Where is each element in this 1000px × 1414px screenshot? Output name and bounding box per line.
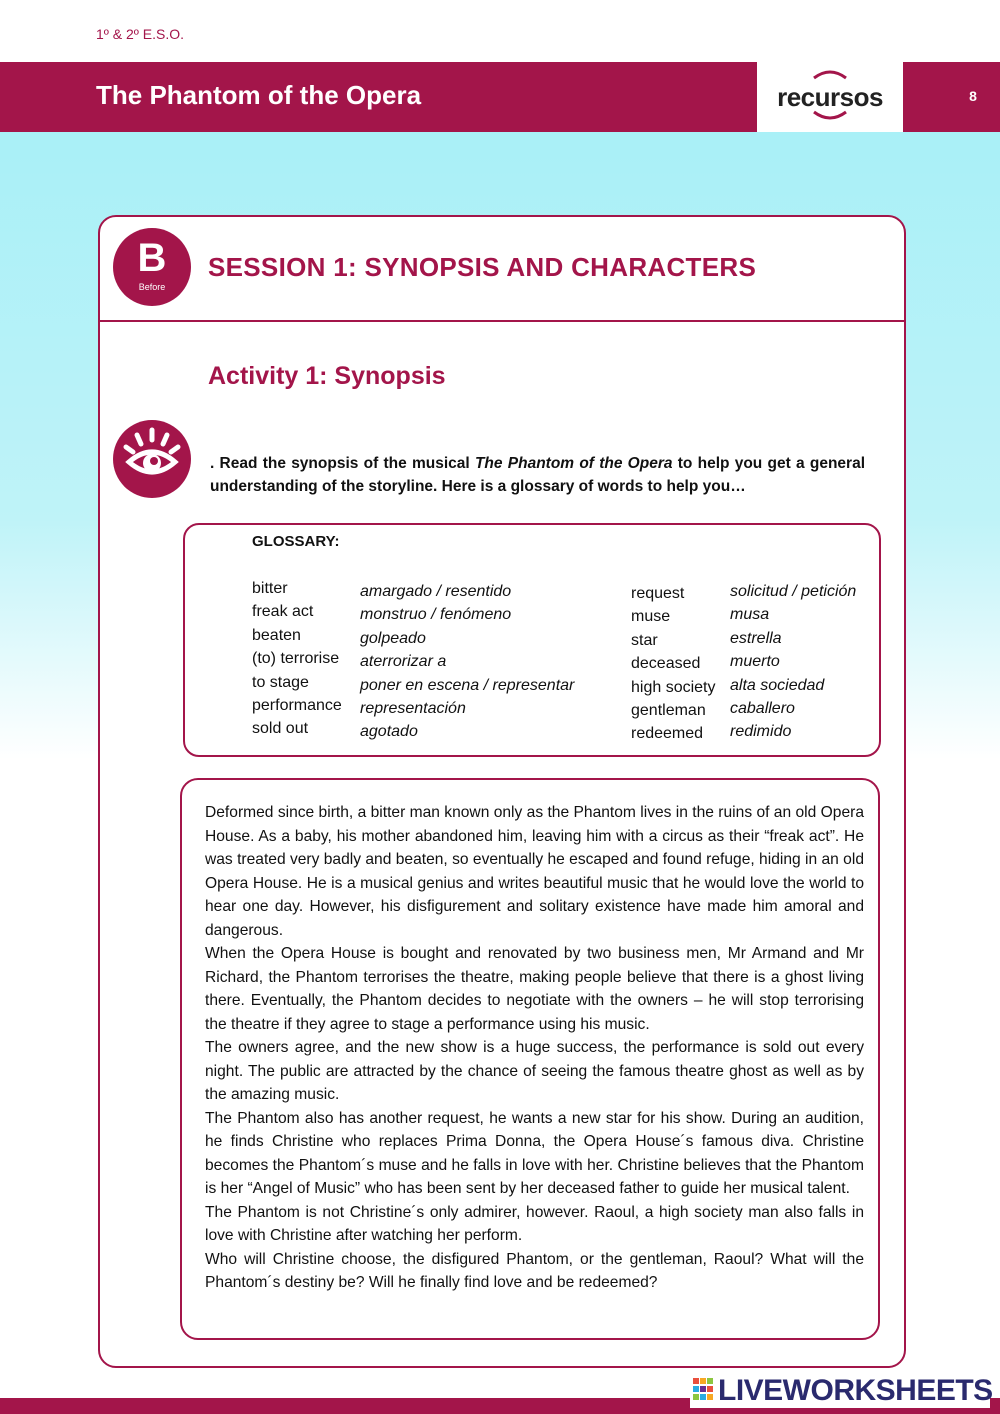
glossary-translation: aterrorizar a — [360, 653, 447, 671]
logo-arc-top-icon — [812, 68, 848, 80]
glossary-term: freak act — [252, 603, 314, 621]
glossary-term: redeemed — [631, 725, 704, 743]
glossary-term: star — [631, 631, 658, 649]
glossary-term: to stage — [252, 673, 309, 691]
glossary-translation: solicitud / petición — [730, 583, 857, 600]
session-title: SESSION 1: SYNOPSIS AND CHARACTERS — [208, 252, 757, 282]
glossary-term: beaten — [252, 626, 301, 644]
glossary-term: performance — [252, 697, 342, 715]
synopsis-paragraph: Who will Christine choose, the disfigured Phantom, or the gentleman, Raoul? What will the Phantom´s destiny be? Will he finally find love and be redeemed? — [205, 1250, 864, 1291]
badge-label: Before — [138, 282, 166, 292]
liveworksheets-watermark[interactable] — [690, 1372, 993, 1408]
musical-title: The Phantom of the Opera — [474, 455, 673, 472]
glossary-term: sold out — [252, 720, 309, 738]
instructions-text-end: to help you get a general understanding of the storyline. Here is a glossary of words to help you… — [210, 455, 865, 495]
badge-letter: B — [137, 236, 167, 280]
synopsis-text — [205, 801, 864, 1295]
glossary-translation: representación — [360, 700, 466, 718]
glossary-translation: caballero — [730, 700, 795, 718]
synopsis-paragraph: When the Opera House is bought and renovated by two business men, Mr Armand and Mr Richard, the Phantom terrorises the theatre, making people believe that there is a ghost living there. Eventually, the Phantom decides to negotiate with the owners – he will stop terrorising the theatre if they agree to stage a performance using his music. — [205, 945, 864, 1033]
synopsis-paragraph: The Phantom also has another request, he wants a new star for his show. During an audition, he finds Christine who replaces Prima Donna, the Opera House´s famous diva. Christine becomes the Phantom´s muse and he falls in love with her. Christine believes that the Phantom is her “Angel of Music” who has been sent by her deceased father to guide her musical talent. — [205, 1109, 864, 1197]
before-badge — [113, 228, 191, 306]
glossary-term: gentleman — [631, 702, 706, 720]
glossary-left-translations — [360, 580, 574, 744]
liveworksheets-text: LIVEWORKSHEETS — [718, 1374, 993, 1407]
glossary-translation: poner en escena / representar — [360, 676, 575, 694]
activity-title: Activity 1: Synopsis — [208, 362, 446, 390]
eye-icon — [113, 420, 191, 498]
synopsis-paragraph: The owners agree, and the new show is a huge success, the performance is sold out every night. The public are attracted by the chance of seeing the famous theatre ghost as well as by the amazing music. — [205, 1039, 864, 1103]
glossary-term: request — [631, 585, 685, 602]
glossary-translation: redimido — [730, 723, 792, 741]
logo-arc-bottom-icon — [812, 110, 848, 122]
glossary-term: deceased — [631, 655, 701, 673]
glossary-translation: musa — [730, 606, 770, 624]
glossary-right-terms — [631, 582, 716, 746]
logo-text: recursos — [777, 82, 883, 112]
course-level: 1º & 2º E.S.O. — [96, 26, 185, 42]
page-number: 8 — [969, 88, 977, 104]
recursos-logo — [757, 62, 903, 132]
synopsis-paragraph: The Phantom is not Christine´s only admirer, however. Raoul, a high society man also falls in love with Christine after watching her perform. — [205, 1203, 864, 1244]
glossary-right-translations — [730, 580, 856, 744]
glossary-left-terms — [252, 577, 342, 741]
activity-instructions — [210, 452, 865, 498]
synopsis-paragraph: Deformed since birth, a bitter man known only as the Phantom lives in the ruins of an old Opera House. As a baby, his mother abandoned him, leaving him with a circus as their “freak act”. He was treated very badly and beaten, so eventually he escaped and found refuge, hiding in an old Opera House. He is a musical genius and writes beautiful music that he would love the world to hear one day. However, his disfigurement and solitary existence have made him amoral and dangerous. — [205, 804, 864, 939]
glossary-translation: muerto — [730, 653, 780, 671]
glossary-translation: golpeado — [360, 629, 426, 647]
instructions-text-start: . Read the synopsis of the musical — [210, 455, 475, 472]
glossary-term: high society — [631, 678, 716, 696]
liveworksheets-logo-icon — [693, 1378, 715, 1402]
glossary-translation: agotado — [360, 723, 418, 741]
glossary-term: bitter — [252, 580, 288, 597]
glossary-translation: alta sociedad — [730, 676, 825, 694]
glossary-translation: monstruo / fenómeno — [360, 606, 512, 624]
glossary-translation: amargado / resentido — [360, 583, 512, 600]
glossary-translation: estrella — [730, 629, 782, 647]
glossary-term: (to) terrorise — [252, 650, 340, 668]
session-divider — [98, 320, 906, 322]
glossary-heading: GLOSSARY: — [252, 533, 340, 550]
glossary-term: muse — [631, 608, 671, 626]
page-title: The Phantom of the Opera — [96, 80, 422, 110]
